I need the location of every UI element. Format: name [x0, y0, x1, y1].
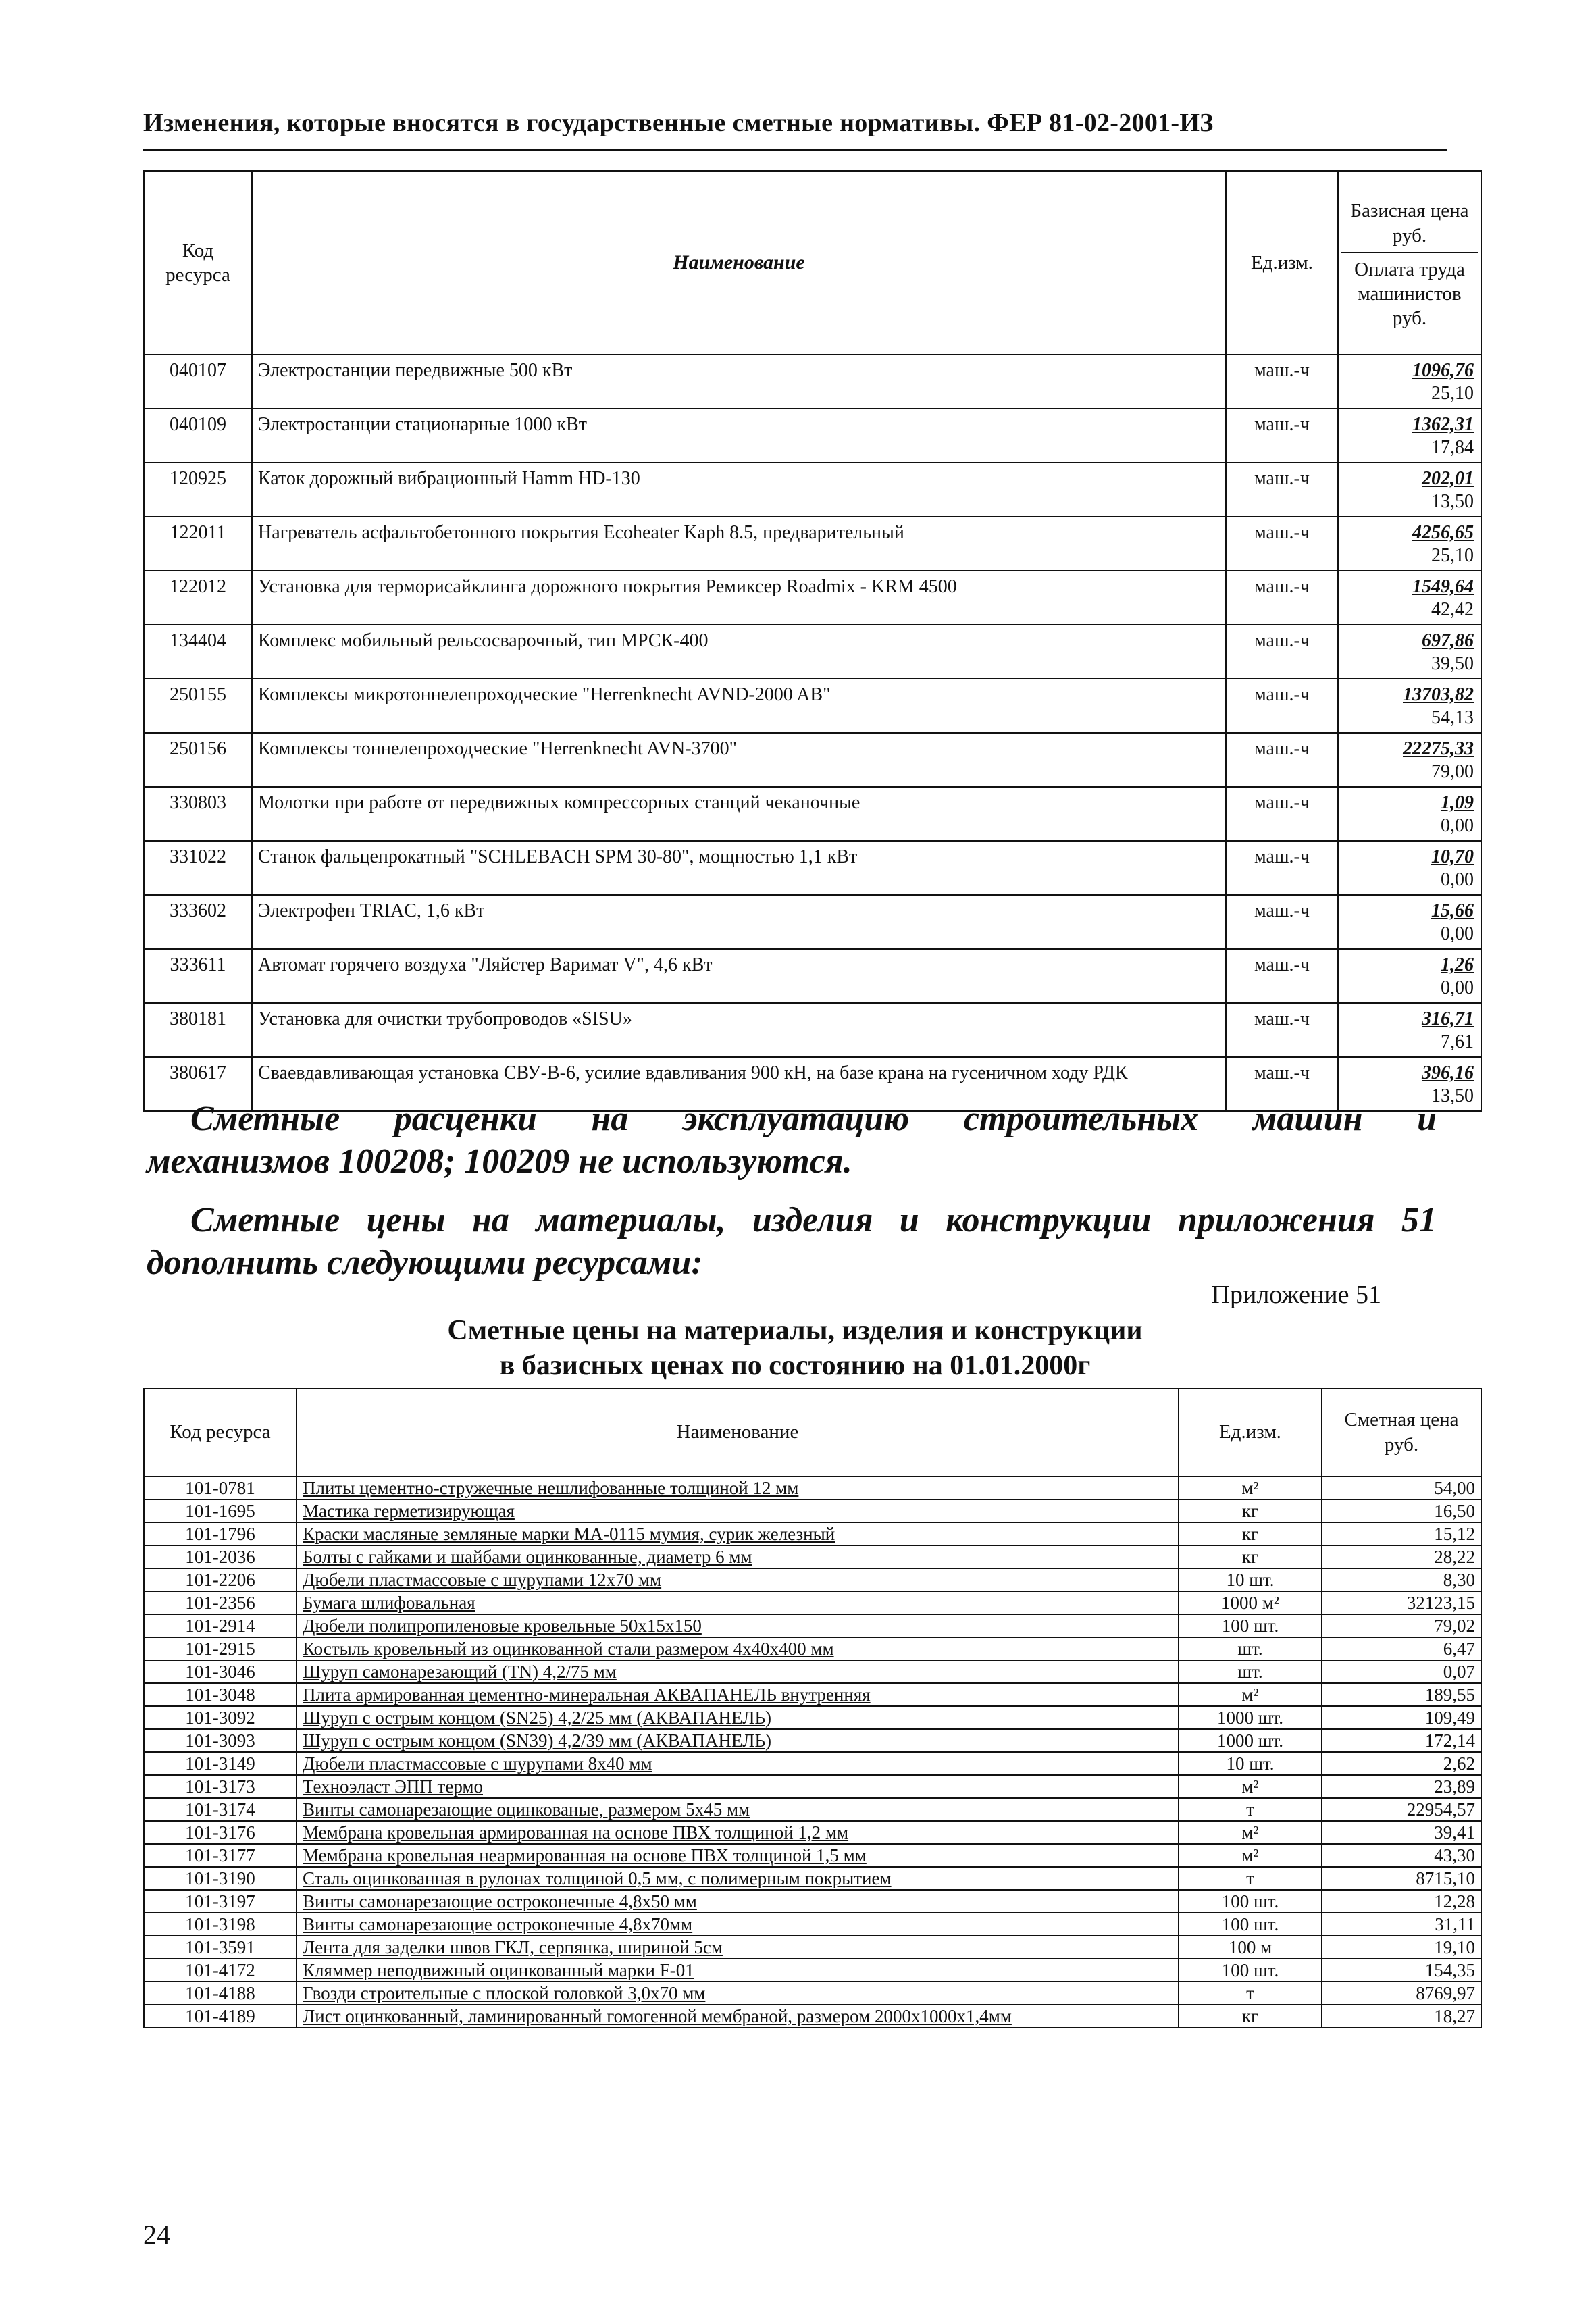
materials-title-line-1: Сметные цены на материалы, изделия и конструкции	[447, 1315, 1143, 1346]
row-name: Бумага шлифовальная	[297, 1591, 1179, 1614]
row-price-cell	[1338, 949, 1481, 1003]
row-name: Шуруп с острым концом (SN39) 4,2/39 мм (АКВАПАНЕЛЬ)	[297, 1729, 1179, 1752]
table-row	[144, 1476, 1481, 1499]
row-unit: маш.-ч	[1226, 895, 1338, 949]
row-base-price: 13703,82	[1403, 684, 1474, 705]
row-price: 189,55	[1322, 1683, 1481, 1706]
col-header-code: Код ресурса	[144, 1389, 297, 1476]
row-code: 101-3149	[144, 1752, 297, 1775]
row-code: 101-2915	[144, 1637, 297, 1660]
row-unit: т	[1179, 1982, 1322, 2005]
materials-table	[143, 1388, 1482, 2028]
row-labor-price: 7,61	[1441, 1031, 1474, 1053]
row-unit: маш.-ч	[1226, 625, 1338, 679]
row-code: 101-3177	[144, 1844, 297, 1867]
row-price: 15,12	[1322, 1522, 1481, 1545]
row-labor-price: 42,42	[1431, 599, 1474, 621]
row-price: 18,27	[1322, 2005, 1481, 2028]
row-labor-price: 25,10	[1431, 545, 1474, 567]
row-code: 101-3197	[144, 1890, 297, 1913]
table-row	[144, 1614, 1481, 1637]
row-name: Дюбели пластмассовые с шурупами 12х70 мм	[297, 1568, 1179, 1591]
table-row	[144, 1959, 1481, 1982]
row-price-cell	[1338, 517, 1481, 571]
col-header-unit: Ед.изм.	[1226, 171, 1338, 355]
row-name: Кляммер неподвижный оцинкованный марки F-01	[297, 1959, 1179, 1982]
notice-paragraph-2	[147, 1199, 1437, 1285]
row-name: Винты самонарезающие оцинкованые, размером 5х45 мм	[297, 1798, 1179, 1821]
row-code: 122011	[144, 517, 252, 571]
row-unit: м²	[1179, 1775, 1322, 1798]
materials-title-line-2: в базисных ценах по состоянию на 01.01.2000г	[499, 1350, 1091, 1382]
row-labor-price: 0,00	[1441, 977, 1474, 999]
row-name: Установка для терморисайклинга дорожного покрытия Ремиксер Roadmix - KRM 4500	[252, 571, 1226, 625]
row-name: Винты самонарезающие остроконечные 4,8х70мм	[297, 1913, 1179, 1936]
row-name: Установка для очистки трубопроводов «SISU»	[252, 1003, 1226, 1057]
row-name: Мастика герметизирующая	[297, 1499, 1179, 1522]
table-row	[144, 1545, 1481, 1568]
materials-table-title	[143, 1313, 1447, 1383]
row-base-price: 396,16	[1422, 1062, 1474, 1083]
row-price: 0,07	[1322, 1660, 1481, 1683]
row-code: 101-1695	[144, 1499, 297, 1522]
row-labor-price: 0,00	[1441, 923, 1474, 945]
notice-1-line-2: механизмов 100208; 100209 не используются.	[147, 1142, 852, 1181]
row-price: 8715,10	[1322, 1867, 1481, 1890]
row-base-price: 10,70	[1431, 846, 1474, 867]
table-row	[144, 517, 1481, 571]
machines-table	[143, 170, 1482, 1112]
header-rule	[143, 149, 1447, 151]
row-name: Электрофен TRIAC, 1,6 кВт	[252, 895, 1226, 949]
row-name: Болты с гайками и шайбами оцинкованные, диаметр 6 мм	[297, 1545, 1179, 1568]
row-code: 333611	[144, 949, 252, 1003]
row-code: 101-2914	[144, 1614, 297, 1637]
table-row	[144, 1936, 1481, 1959]
row-code: 330803	[144, 787, 252, 841]
row-labor-price: 13,50	[1431, 1085, 1474, 1107]
row-labor-price: 79,00	[1431, 761, 1474, 783]
row-labor-price: 25,10	[1431, 383, 1474, 405]
table-row	[144, 1568, 1481, 1591]
row-base-price: 697,86	[1422, 630, 1474, 651]
row-price: 6,47	[1322, 1637, 1481, 1660]
row-name: Костыль кровельный из оцинкованной стали размером 4х40х400 мм	[297, 1637, 1179, 1660]
row-code: 101-4172	[144, 1959, 297, 1982]
row-code: 134404	[144, 625, 252, 679]
row-unit: маш.-ч	[1226, 841, 1338, 895]
row-price: 12,28	[1322, 1890, 1481, 1913]
row-price: 43,30	[1322, 1844, 1481, 1867]
table-row	[144, 1867, 1481, 1890]
row-price: 23,89	[1322, 1775, 1481, 1798]
table-row	[144, 1982, 1481, 2005]
row-unit: маш.-ч	[1226, 517, 1338, 571]
table-row	[144, 1522, 1481, 1545]
row-price: 79,02	[1322, 1614, 1481, 1637]
row-unit: кг	[1179, 1499, 1322, 1522]
table-row	[144, 1798, 1481, 1821]
row-code: 101-3190	[144, 1867, 297, 1890]
table-row	[144, 1821, 1481, 1844]
row-base-price: 316,71	[1422, 1008, 1474, 1029]
table-row	[144, 409, 1481, 463]
row-base-price: 202,01	[1422, 468, 1474, 489]
row-base-price: 1,09	[1441, 792, 1474, 813]
col-header-name: Наименование	[297, 1389, 1179, 1476]
row-code: 101-2356	[144, 1591, 297, 1614]
table-row	[144, 1775, 1481, 1798]
row-unit: кг	[1179, 1545, 1322, 1568]
row-labor-price: 13,50	[1431, 491, 1474, 513]
row-price: 19,10	[1322, 1936, 1481, 1959]
row-labor-price: 0,00	[1441, 815, 1474, 837]
row-name: Станок фальцепрокатный "SCHLEBACH SPM 30-80", мощностью 1,1 кВт	[252, 841, 1226, 895]
row-base-price: 1362,31	[1412, 414, 1474, 435]
row-price: 28,22	[1322, 1545, 1481, 1568]
notice-1-line-1: Сметные расценки на эксплуатацию строительных машин и	[190, 1100, 1437, 1138]
row-unit: м²	[1179, 1844, 1322, 1867]
row-name: Техноэласт ЭПП термо	[297, 1775, 1179, 1798]
row-price-cell	[1338, 571, 1481, 625]
row-price-cell	[1338, 355, 1481, 409]
row-unit: шт.	[1179, 1660, 1322, 1683]
row-name: Автомат горячего воздуха "Ляйстер Варимат V", 4,6 кВт	[252, 949, 1226, 1003]
row-code: 101-3092	[144, 1706, 297, 1729]
row-unit: маш.-ч	[1226, 1003, 1338, 1057]
row-name: Винты самонарезающие остроконечные 4,8х50 мм	[297, 1890, 1179, 1913]
row-price: 8,30	[1322, 1568, 1481, 1591]
row-name: Краски масляные земляные марки МА-0115 мумия, сурик железный	[297, 1522, 1179, 1545]
row-name: Лента для заделки швов ГКЛ, серпянка, шириной 5см	[297, 1936, 1179, 1959]
row-base-price: 22275,33	[1403, 738, 1474, 759]
page-number: 24	[143, 2219, 170, 2250]
row-name: Нагреватель асфальтобетонного покрытия Ecoheater Kaph 8.5, предварительный	[252, 517, 1226, 571]
row-name: Гвозди строительные с плоской головкой 3,0х70 мм	[297, 1982, 1179, 2005]
notice-2-line-2: дополнить следующими ресурсами:	[147, 1243, 703, 1283]
col-header-base-price: Базисная цена руб.	[1341, 190, 1478, 253]
row-unit: 100 шт.	[1179, 1614, 1322, 1637]
row-base-price: 1549,64	[1412, 576, 1474, 597]
row-name: Лист оцинкованный, ламинированный гомогенной мембраной, размером 2000х1000х1,4мм	[297, 2005, 1179, 2028]
table-row	[144, 355, 1481, 409]
row-base-price: 1,26	[1441, 954, 1474, 975]
table-row	[144, 1591, 1481, 1614]
row-price: 39,41	[1322, 1821, 1481, 1844]
row-name: Дюбели полипропиленовые кровельные 50х15х150	[297, 1614, 1179, 1637]
row-price: 16,50	[1322, 1499, 1481, 1522]
row-code: 122012	[144, 571, 252, 625]
row-price: 22954,57	[1322, 1798, 1481, 1821]
row-unit: кг	[1179, 1522, 1322, 1545]
row-name: Мембрана кровельная неармированная на основе ПВХ толщиной 1,5 мм	[297, 1844, 1179, 1867]
row-code: 331022	[144, 841, 252, 895]
table-row	[144, 571, 1481, 625]
row-price-cell	[1338, 625, 1481, 679]
row-price: 109,49	[1322, 1706, 1481, 1729]
row-name: Электростанции передвижные 500 кВт	[252, 355, 1226, 409]
col-header-name: Наименование	[252, 171, 1226, 355]
table-row	[144, 463, 1481, 517]
row-code: 101-3198	[144, 1913, 297, 1936]
col-header-code: Код ресурса	[144, 171, 252, 355]
row-price-cell	[1338, 895, 1481, 949]
row-price: 154,35	[1322, 1959, 1481, 1982]
row-name: Сваевдавливающая установка СВУ-В-6, усилие вдавливания 900 кН, на базе крана на гусеничном ходу РДК	[252, 1057, 1226, 1111]
table-row	[144, 625, 1481, 679]
row-code: 040109	[144, 409, 252, 463]
row-unit: маш.-ч	[1226, 787, 1338, 841]
table-row	[144, 1913, 1481, 1936]
row-unit: м²	[1179, 1476, 1322, 1499]
row-unit: маш.-ч	[1226, 733, 1338, 787]
row-unit: маш.-ч	[1226, 679, 1338, 733]
row-code: 101-4189	[144, 2005, 297, 2028]
notice-paragraph-1	[147, 1098, 1437, 1183]
row-labor-price: 39,50	[1431, 653, 1474, 675]
row-unit: маш.-ч	[1226, 571, 1338, 625]
row-code: 101-2206	[144, 1568, 297, 1591]
table-row	[144, 1660, 1481, 1683]
row-price: 2,62	[1322, 1752, 1481, 1775]
row-unit: м²	[1179, 1683, 1322, 1706]
row-name: Электростанции стационарные 1000 кВт	[252, 409, 1226, 463]
row-base-price: 1096,76	[1412, 360, 1474, 381]
row-unit: 100 шт.	[1179, 1890, 1322, 1913]
row-code: 101-3046	[144, 1660, 297, 1683]
row-price: 31,11	[1322, 1913, 1481, 1936]
row-price-cell	[1338, 463, 1481, 517]
table-row	[144, 1499, 1481, 1522]
row-name: Дюбели пластмассовые с шурупами 8х40 мм	[297, 1752, 1179, 1775]
row-price-cell	[1338, 679, 1481, 733]
running-header: Изменения, которые вносятся в государственные сметные нормативы. ФЕР 81-02-2001-ИЗ	[143, 109, 1214, 137]
row-unit: маш.-ч	[1226, 949, 1338, 1003]
row-name: Плита армированная цементно-минеральная АКВАПАНЕЛЬ внутренняя	[297, 1683, 1179, 1706]
table-row	[144, 1844, 1481, 1867]
row-name: Молотки при работе от передвижных компрессорных станций чеканочные	[252, 787, 1226, 841]
table-row	[144, 1003, 1481, 1057]
table-row	[144, 1706, 1481, 1729]
row-code: 101-3048	[144, 1683, 297, 1706]
row-name: Каток дорожный вибрационный Hamm HD-130	[252, 463, 1226, 517]
row-unit: т	[1179, 1867, 1322, 1890]
table-row	[144, 949, 1481, 1003]
row-unit: 100 шт.	[1179, 1913, 1322, 1936]
table-row	[144, 1890, 1481, 1913]
row-unit: 1000 м²	[1179, 1591, 1322, 1614]
table-row	[144, 841, 1481, 895]
row-price-cell	[1338, 787, 1481, 841]
row-code: 101-3176	[144, 1821, 297, 1844]
table-row	[144, 1752, 1481, 1775]
row-price-cell	[1338, 409, 1481, 463]
row-unit: кг	[1179, 2005, 1322, 2028]
row-name: Комплексы микротоннелепроходческие "Herrenknecht AVND-2000 AB"	[252, 679, 1226, 733]
row-price-cell	[1338, 1003, 1481, 1057]
row-code: 101-0781	[144, 1476, 297, 1499]
row-code: 101-3173	[144, 1775, 297, 1798]
row-unit: т	[1179, 1798, 1322, 1821]
row-code: 380181	[144, 1003, 252, 1057]
row-unit: 100 м	[1179, 1936, 1322, 1959]
row-code: 101-4188	[144, 1982, 297, 2005]
row-base-price: 15,66	[1431, 900, 1474, 921]
row-name: Шуруп самонарезающий (TN) 4,2/75 мм	[297, 1660, 1179, 1683]
row-price-cell	[1338, 841, 1481, 895]
row-price: 8769,97	[1322, 1982, 1481, 2005]
row-name: Комплекс мобильный рельсосварочный, тип МРСК-400	[252, 625, 1226, 679]
row-code: 101-2036	[144, 1545, 297, 1568]
col-header-price	[1338, 171, 1481, 355]
row-price: 54,00	[1322, 1476, 1481, 1499]
row-name: Комплексы тоннелепроходческие "Herrenknecht AVN-3700"	[252, 733, 1226, 787]
row-unit: шт.	[1179, 1637, 1322, 1660]
row-unit: маш.-ч	[1226, 355, 1338, 409]
row-price: 32123,15	[1322, 1591, 1481, 1614]
table-row	[144, 1637, 1481, 1660]
table-row	[144, 2005, 1481, 2028]
row-unit: 1000 шт.	[1179, 1729, 1322, 1752]
table-row	[144, 733, 1481, 787]
row-code: 120925	[144, 463, 252, 517]
table-row	[144, 895, 1481, 949]
row-unit: маш.-ч	[1226, 409, 1338, 463]
row-code: 101-1796	[144, 1522, 297, 1545]
col-header-price: Сметная цена руб.	[1322, 1389, 1481, 1476]
row-code: 101-3591	[144, 1936, 297, 1959]
row-name: Плиты цементно-стружечные нешлифованные толщиной 12 мм	[297, 1476, 1179, 1499]
row-base-price: 4256,65	[1412, 522, 1474, 543]
row-unit: маш.-ч	[1226, 1057, 1338, 1111]
table-row	[144, 679, 1481, 733]
row-labor-price: 17,84	[1431, 437, 1474, 459]
appendix-label: Приложение 51	[1211, 1281, 1381, 1309]
row-price: 172,14	[1322, 1729, 1481, 1752]
row-code: 101-3174	[144, 1798, 297, 1821]
row-unit: м²	[1179, 1821, 1322, 1844]
row-price-cell	[1338, 733, 1481, 787]
row-name: Шуруп с острым концом (SN25) 4,2/25 мм (АКВАПАНЕЛЬ)	[297, 1706, 1179, 1729]
row-unit: маш.-ч	[1226, 463, 1338, 517]
col-header-unit: Ед.изм.	[1179, 1389, 1322, 1476]
table-row	[144, 1729, 1481, 1752]
row-name: Сталь оцинкованная в рулонах толщиной 0,5 мм, с полимерным покрытием	[297, 1867, 1179, 1890]
row-code: 333602	[144, 895, 252, 949]
row-unit: 100 шт.	[1179, 1959, 1322, 1982]
row-code: 101-3093	[144, 1729, 297, 1752]
row-unit: 10 шт.	[1179, 1568, 1322, 1591]
row-code: 040107	[144, 355, 252, 409]
row-unit: 1000 шт.	[1179, 1706, 1322, 1729]
col-header-labor-price: Оплата труда машинистов руб.	[1354, 258, 1465, 330]
row-labor-price: 0,00	[1441, 869, 1474, 891]
table-row	[144, 787, 1481, 841]
row-labor-price: 54,13	[1431, 707, 1474, 729]
row-code: 250156	[144, 733, 252, 787]
row-name: Мембрана кровельная армированная на основе ПВХ толщиной 1,2 мм	[297, 1821, 1179, 1844]
row-code: 380617	[144, 1057, 252, 1111]
notice-2-line-1: Сметные цены на материалы, изделия и конструкции приложения 51	[190, 1201, 1437, 1239]
row-code: 250155	[144, 679, 252, 733]
row-unit: 10 шт.	[1179, 1752, 1322, 1775]
table-row	[144, 1683, 1481, 1706]
